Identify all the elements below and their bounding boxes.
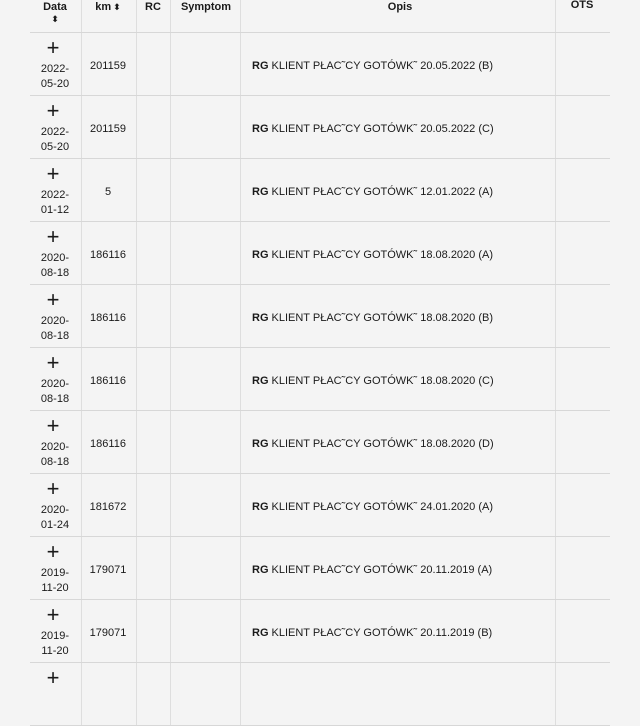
row-opis-text: KLIENT PŁAC˜CY GOTÓWK˜ 24.01.2020 (A) [271, 501, 494, 513]
column-divider [555, 411, 556, 473]
table-row [30, 159, 610, 222]
column-divider [81, 474, 82, 536]
row-opis [252, 312, 552, 324]
row-opis [252, 627, 552, 639]
column-divider [81, 348, 82, 410]
column-divider [170, 411, 171, 473]
column-divider [81, 33, 82, 95]
expand-plus-icon[interactable]: + [46, 665, 60, 690]
column-divider [240, 411, 241, 473]
table-row [30, 411, 610, 474]
row-date-year: 2020- [40, 378, 70, 390]
column-divider [136, 222, 137, 284]
row-opis-text: KLIENT PŁAC˜CY GOTÓWK˜ 18.08.2020 (B) [271, 312, 494, 324]
row-date-monthday: 11-20 [41, 582, 69, 594]
column-divider [170, 33, 171, 95]
column-divider [240, 0, 241, 32]
column-divider [170, 285, 171, 347]
row-date-monthday: 05-20 [40, 141, 70, 153]
column-divider [170, 222, 171, 284]
column-divider [170, 0, 171, 32]
row-opis-text: KLIENT PŁAC˜CY GOTÓWK˜ 20.05.2022 (B) [271, 60, 494, 72]
expand-plus-icon[interactable]: + [46, 539, 60, 564]
row-date [30, 125, 80, 155]
expand-plus-icon[interactable]: + [46, 476, 60, 501]
row-opis-text: KLIENT PŁAC˜CY GOTÓWK˜ 20.05.2022 (C) [271, 123, 494, 135]
column-divider [555, 0, 556, 32]
column-divider [170, 159, 171, 221]
table-row [30, 33, 610, 96]
row-date-year: 2020- [40, 252, 70, 264]
expand-plus-icon[interactable]: + [46, 287, 60, 312]
column-divider [136, 474, 137, 536]
row-opis-prefix: RG [252, 186, 269, 198]
row-date [30, 503, 80, 533]
column-divider [136, 411, 137, 473]
row-date-year: 2022- [40, 189, 70, 201]
row-date-monthday: 08-18 [40, 330, 70, 342]
row-opis-text: KLIENT PŁAC˜CY GOTÓWK˜ 18.08.2020 (C) [271, 375, 494, 387]
column-divider [170, 663, 171, 725]
column-divider [240, 285, 241, 347]
row-date [30, 188, 80, 218]
column-divider [81, 222, 82, 284]
row-opis [252, 438, 552, 450]
row-opis-prefix: RG [252, 249, 269, 261]
row-opis-text: KLIENT PŁAC˜CY GOTÓWK˜ 20.11.2019 (A) [271, 564, 493, 576]
row-date [30, 314, 80, 344]
row-date [30, 566, 80, 596]
column-divider [240, 474, 241, 536]
table-header [30, 0, 610, 33]
column-divider [240, 537, 241, 599]
table-row [30, 348, 610, 411]
row-opis-text: KLIENT PŁAC˜CY GOTÓWK˜ 20.11.2019 (B) [271, 627, 493, 639]
column-divider [81, 96, 82, 158]
expand-plus-icon[interactable]: + [46, 98, 60, 123]
row-opis [252, 186, 552, 198]
column-divider [136, 159, 137, 221]
column-divider [136, 663, 137, 725]
sort-icon[interactable]: ⬍ [51, 14, 59, 24]
column-divider [555, 33, 556, 95]
column-header-symptom: Symptom [180, 1, 232, 13]
column-header-km-label: km [95, 1, 112, 13]
column-divider [240, 159, 241, 221]
sort-icon[interactable]: ⬍ [113, 2, 121, 12]
column-divider [136, 96, 137, 158]
row-date [30, 62, 80, 92]
row-km: 186116 [90, 375, 126, 387]
column-divider [170, 537, 171, 599]
row-km: 179071 [89, 627, 127, 639]
row-date-year: 2020- [40, 504, 70, 516]
row-km: 186116 [90, 438, 126, 450]
row-km: 186116 [90, 249, 126, 261]
column-divider [555, 285, 556, 347]
table-row [30, 537, 610, 600]
row-date [30, 377, 80, 407]
service-history-table [30, 0, 610, 726]
row-date [30, 251, 80, 281]
column-divider [81, 285, 82, 347]
row-date-year: 2022- [40, 126, 70, 138]
column-divider [81, 0, 82, 32]
row-km: 5 [104, 186, 112, 198]
expand-plus-icon[interactable]: + [46, 350, 60, 375]
column-divider [555, 663, 556, 725]
row-km: 201159 [90, 60, 126, 72]
row-date-monthday: 08-18 [40, 393, 70, 405]
column-divider [81, 600, 82, 662]
row-date-monthday: 05-20 [40, 78, 70, 90]
table-row [30, 96, 610, 159]
row-opis-text: KLIENT PŁAC˜CY GOTÓWK˜ 18.08.2020 (D) [271, 438, 494, 450]
column-divider [240, 96, 241, 158]
row-date-monthday: 01-24 [40, 519, 70, 531]
row-date-year: 2019- [40, 630, 70, 642]
column-header-rc: RC [145, 1, 161, 13]
column-divider [555, 96, 556, 158]
expand-plus-icon[interactable]: + [46, 224, 60, 249]
column-divider [81, 537, 82, 599]
row-date-monthday: 08-18 [40, 456, 70, 468]
column-divider [170, 96, 171, 158]
column-divider [555, 222, 556, 284]
row-opis [252, 375, 552, 387]
column-divider [555, 537, 556, 599]
column-divider [555, 474, 556, 536]
row-opis-prefix: RG [252, 123, 269, 135]
table-body [30, 33, 610, 726]
column-divider [136, 0, 137, 32]
column-divider [240, 33, 241, 95]
expand-plus-icon[interactable]: + [46, 413, 60, 438]
row-date [30, 629, 80, 659]
row-opis [252, 60, 552, 72]
row-date-year: 2020- [40, 315, 70, 327]
row-opis-prefix: RG [252, 627, 269, 639]
column-divider [81, 663, 82, 725]
expand-plus-icon[interactable]: + [46, 161, 60, 186]
column-divider [81, 159, 82, 221]
row-opis [252, 123, 552, 135]
column-divider [136, 285, 137, 347]
row-opis-text: KLIENT PŁAC˜CY GOTÓWK˜ 18.08.2020 (A) [271, 249, 494, 261]
column-header-ots-line2: OTS [570, 0, 594, 11]
row-km: 201159 [90, 123, 126, 135]
table-row [30, 474, 610, 537]
column-header-opis: Opis [387, 1, 413, 13]
row-date-monthday: 11-20 [41, 645, 69, 657]
column-divider [240, 348, 241, 410]
column-divider [240, 663, 241, 725]
row-opis-prefix: RG [252, 312, 269, 324]
row-opis-prefix: RG [252, 438, 269, 450]
column-header-numer-ots [556, 0, 608, 12]
column-divider [170, 348, 171, 410]
row-km: 181672 [89, 501, 127, 513]
expand-plus-icon[interactable]: + [46, 35, 60, 60]
row-opis-prefix: RG [252, 60, 269, 72]
column-header-km[interactable] [82, 0, 134, 14]
column-divider [240, 600, 241, 662]
row-date-year: 2022- [40, 63, 70, 75]
row-opis-prefix: RG [252, 501, 269, 513]
expand-plus-icon[interactable]: + [46, 602, 60, 627]
row-opis [252, 564, 552, 576]
column-header-data[interactable] [30, 0, 80, 24]
row-date [30, 440, 80, 470]
column-divider [170, 474, 171, 536]
table-row [30, 285, 610, 348]
column-divider [136, 537, 137, 599]
row-km: 186116 [90, 312, 126, 324]
row-opis [252, 501, 552, 513]
table-row [30, 663, 610, 726]
table-row [30, 600, 610, 663]
row-opis-prefix: RG [252, 564, 269, 576]
row-date-monthday: 01-12 [40, 204, 70, 216]
row-opis [252, 249, 552, 261]
column-divider [555, 600, 556, 662]
column-header-data-label: Data [43, 1, 67, 13]
column-divider [555, 159, 556, 221]
column-divider [240, 222, 241, 284]
row-opis-text: KLIENT PŁAC˜CY GOTÓWK˜ 12.01.2022 (A) [271, 186, 494, 198]
row-opis-prefix: RG [252, 375, 269, 387]
column-divider [170, 600, 171, 662]
column-divider [81, 411, 82, 473]
column-divider [136, 348, 137, 410]
row-km: 179071 [89, 564, 127, 576]
column-divider [136, 33, 137, 95]
row-date-year: 2019- [40, 567, 70, 579]
row-date-year: 2020- [40, 441, 70, 453]
table-row [30, 222, 610, 285]
column-divider [555, 348, 556, 410]
row-date-monthday: 08-18 [40, 267, 70, 279]
column-divider [136, 600, 137, 662]
